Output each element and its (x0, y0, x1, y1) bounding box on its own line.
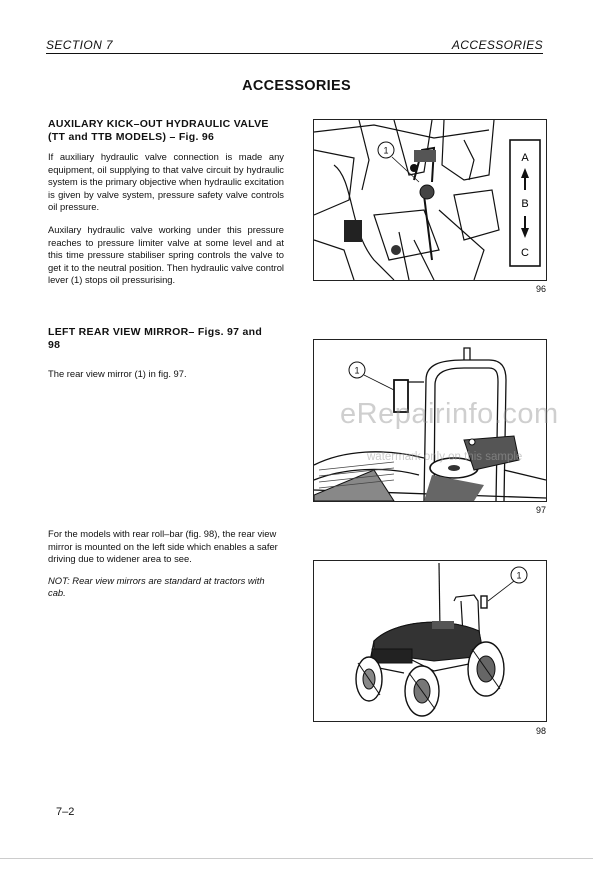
figure-98 (313, 560, 547, 722)
figure-96 (313, 119, 547, 281)
watermark-main: eRepairinfo.com (340, 398, 559, 430)
section-label: SECTION 7 (46, 38, 113, 52)
bottom-rule (0, 858, 593, 859)
chapter-label: ACCESSORIES (451, 38, 543, 52)
fig96-label-b: B (521, 198, 529, 210)
fig96-callout: 1 (383, 145, 389, 156)
hydraulic-valve-paragraph-2: Auxilary hydraulic valve working under this pressure reaches to pressure limiter valve at some level and at this time pressure stabiliser spring controls the valve to get it to the neutral position. Then hydraulic valve control lever (1) stops oil pressurising. (48, 223, 284, 286)
page-title: ACCESSORIES (242, 78, 351, 94)
mirror-section-cont (48, 528, 284, 600)
page-number: 7–2 (56, 806, 75, 818)
hydraulic-valve-heading-line2: (TT and TTB MODELS) – Fig. 96 (48, 131, 215, 143)
hydraulic-valve-illustration (314, 120, 546, 280)
mirror-section (48, 326, 284, 381)
hydraulic-valve-heading (48, 118, 284, 144)
mirror-note: NOT: Rear view mirrors are standard at tractors with cab. (48, 574, 265, 599)
tractor-illustration (314, 561, 546, 721)
fig96-label-a: A (521, 152, 529, 164)
hydraulic-valve-paragraph-1: If auxiliary hydraulic valve connection is made any equipment, oil supplying to that valve circuit by hydraulic system is the primary objective when hydraulic excitation is given by valve system, pressure safety valve controls oil pressure. (48, 151, 284, 213)
mirror-heading-line2: 98 (48, 339, 61, 351)
header-rule (46, 53, 543, 54)
figure-97-number: 97 (536, 505, 547, 515)
fig96-label-c: C (521, 247, 529, 259)
figure-98-number: 98 (536, 726, 547, 736)
mirror-paragraph-1: The rear view mirror (1) in fig. 97. (48, 368, 187, 379)
fig98-callout: 1 (516, 570, 522, 581)
mirror-heading-line1: LEFT REAR VIEW MIRROR– Figs. 97 and (48, 326, 263, 338)
hydraulic-valve-heading-line1: AUXILARY KICK–OUT HYDRAULIC VALVE (48, 118, 269, 130)
watermark-sub: watermark only on this sample (367, 451, 523, 463)
mirror-paragraph-2: For the models with rear roll–bar (fig. 98), the rear view mirror is mounted on the left side which enables a safer driving due to widener area to see. (48, 528, 278, 565)
fig97-callout: 1 (354, 365, 360, 376)
hydraulic-valve-section (48, 118, 284, 287)
mirror-heading (48, 326, 284, 352)
figure-96-number: 96 (536, 284, 547, 294)
